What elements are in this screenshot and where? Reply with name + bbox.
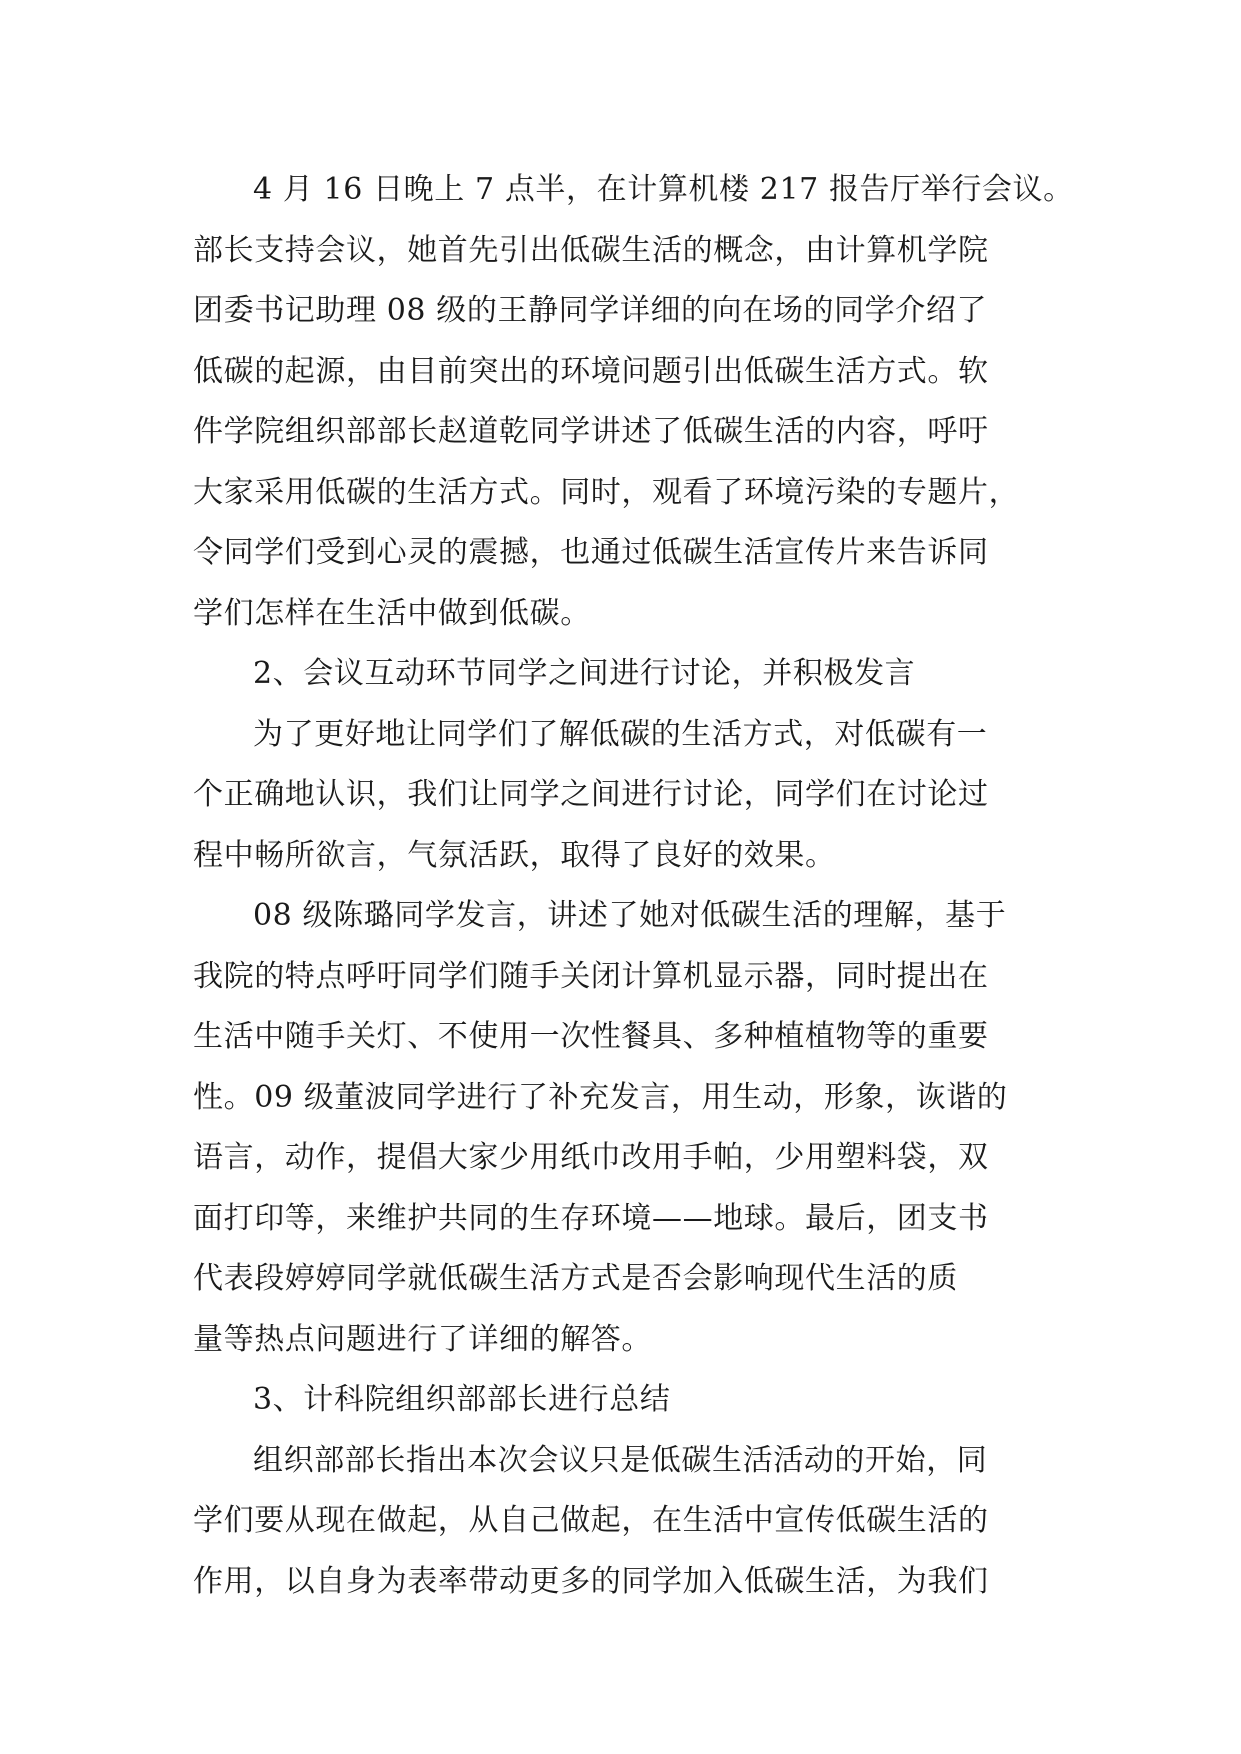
paragraph-line: 件学院组织部部长赵道乾同学讲述了低碳生活的内容，呼吁 [193, 414, 989, 449]
paragraph-line: 量等热点问题进行了详细的解答。 [193, 1321, 652, 1357]
paragraph-line: 程中畅所欲言，气氛活跃，取得了良好的效果。 [193, 837, 836, 873]
paragraph-line: 为了更好地让同学们了解低碳的生活方式，对低碳有一 [253, 716, 988, 752]
paragraph-line: 语言，动作，提倡大家少用纸巾改用手帕，少用塑料袋，双 [193, 1140, 989, 1175]
paragraph-line: 面打印等，来维护共同的生存环境——地球。最后，团支书 [193, 1200, 989, 1236]
paragraph-line: 作用，以自身为表率带动更多的同学加入低碳生活，为我们 [193, 1563, 989, 1599]
paragraph-line: 低碳的起源，由目前突出的环境问题引出低碳生活方式。软 [193, 353, 989, 389]
paragraph-line: 个正确地认识，我们让同学之间进行讨论，同学们在讨论过 [193, 777, 989, 812]
paragraph-line: 08 级陈璐同学发言，讲述了她对低碳生活的理解，基于 [253, 898, 1007, 933]
paragraph-line: 4 月 16 日晚上 7 点半，在计算机楼 217 报告厅举行会议。 [253, 172, 1074, 207]
paragraph-line: 代表段婷婷同学就低碳生活方式是否会影响现代生活的质 [193, 1261, 958, 1296]
paragraph-line: 生活中随手关灯、不使用一次性餐具、多种植植物等的重要 [193, 1019, 989, 1054]
section-heading: 3、计科院组织部部长进行总结 [253, 1382, 671, 1417]
paragraph-line: 团委书记助理 08 级的王静同学详细的向在场的同学介绍了 [193, 293, 988, 328]
document-body [193, 160, 1093, 1612]
paragraph-line: 学们怎样在生活中做到低碳。 [193, 595, 591, 631]
paragraph-line: 性。09 级董波同学进行了补充发言，用生动，形象，诙谐的 [193, 1079, 1008, 1115]
paragraph-line: 部长支持会议，她首先引出低碳生活的概念，由计算机学院 [193, 232, 989, 268]
section-heading: 2、会议互动环节同学之间进行讨论，并积极发言 [253, 656, 916, 691]
paragraph-line: 组织部部长指出本次会议只是低碳生活活动的开始，同 [253, 1442, 988, 1478]
paragraph-line: 令同学们受到心灵的震撼，也通过低碳生活宣传片来告诉同 [193, 535, 989, 570]
paragraph-line: 大家采用低碳的生活方式。同时，观看了环境污染的专题片， [193, 474, 1020, 510]
paragraph-line: 学们要从现在做起，从自己做起，在生活中宣传低碳生活的 [193, 1503, 989, 1538]
paragraph-line: 我院的特点呼吁同学们随手关闭计算机显示器，同时提出在 [193, 958, 989, 994]
